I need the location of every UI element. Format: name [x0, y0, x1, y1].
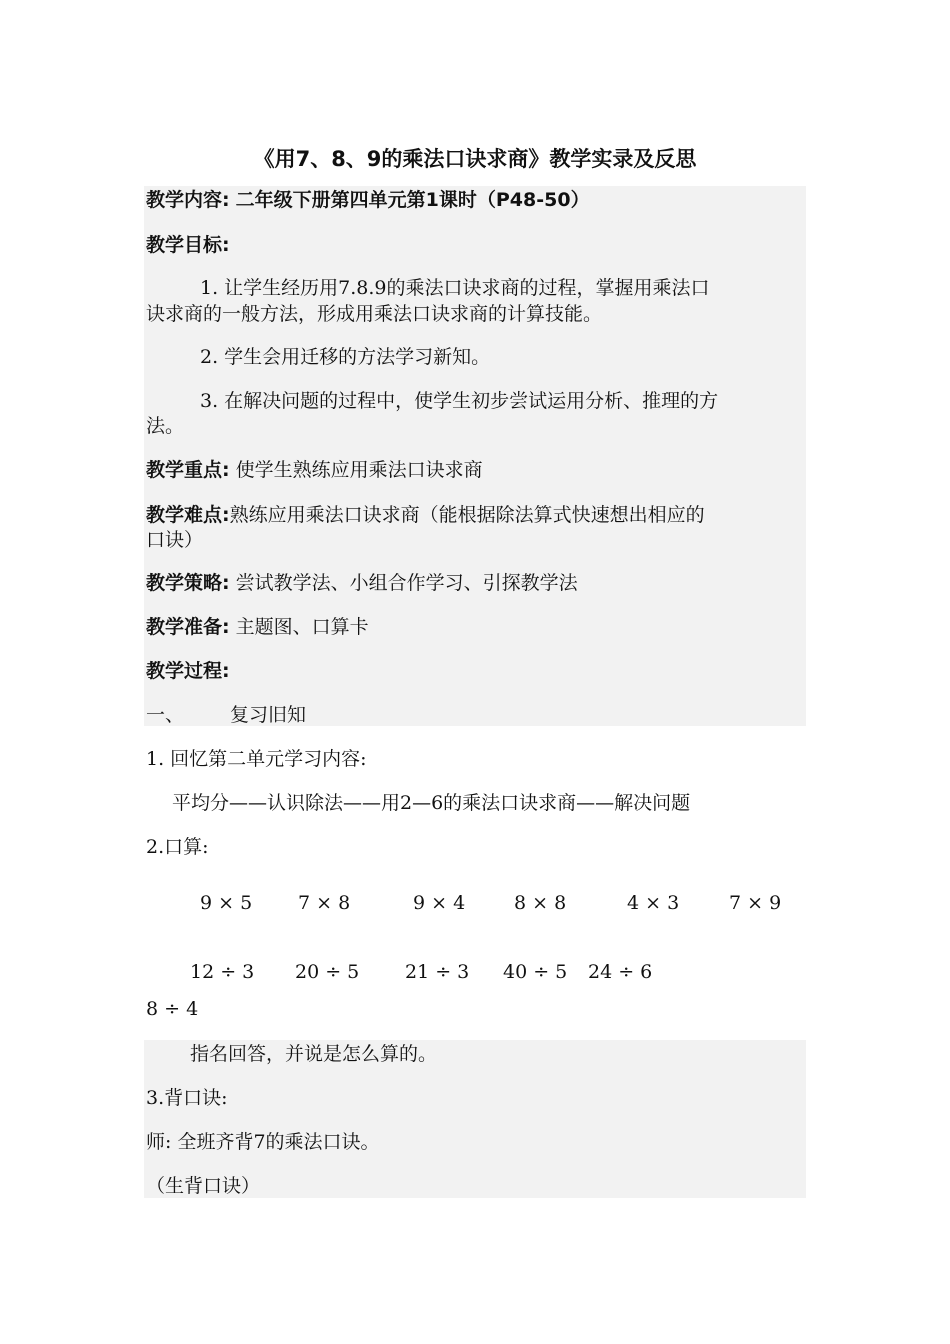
key-point-value: 使学生熟练应用乘法口诀求商 — [235, 459, 483, 481]
page-title: 《用7、8、9的乘法口诀求商》教学实录及反思 — [253, 147, 697, 171]
div-expr: 12 ÷ 3 — [190, 961, 255, 983]
goal-2: 2. 学生会用迁移的方法学习新知。 — [200, 346, 491, 368]
div-expr-extra: 8 ÷ 4 — [146, 998, 199, 1020]
students-line: （生背口诀） — [146, 1175, 261, 1197]
preparation-label: 教学准备: — [146, 616, 230, 638]
mult-expr: 7 × 8 — [298, 892, 351, 914]
shaded-block-top — [144, 186, 806, 726]
goal-3-line-b: 法。 — [146, 415, 185, 437]
section-1-title: 复习旧知 — [230, 704, 307, 726]
goal-1-line-a: 1. 让学生经历用7.8.9的乘法口诀求商的过程，掌握用乘法口 — [200, 277, 710, 299]
div-expr: 24 ÷ 6 — [588, 961, 653, 983]
strategy-value: 尝试教学法、小组合作学习、引探教学法 — [235, 572, 578, 594]
process-label: 教学过程: — [146, 660, 230, 682]
goal-1-line-b: 诀求商的一般方法，形成用乘法口诀求商的计算技能。 — [146, 303, 603, 325]
item-2-note: 指名回答，并说是怎么算的。 — [190, 1043, 438, 1065]
goal-3-line-a: 3. 在解决问题的过程中，使学生初步尝试运用分析、推理的方 — [200, 390, 719, 412]
teacher-line: 师: 全班齐背7的乘法口诀。 — [146, 1131, 380, 1153]
item-1: 1. 回忆第二单元学习内容: — [146, 748, 367, 770]
difficulty-value-a: 熟练应用乘法口诀求商（能根据除法算式快速想出相应的 — [229, 504, 705, 526]
item-3: 3.背口诀: — [146, 1087, 228, 1109]
difficulty-label: 教学难点: — [146, 504, 230, 526]
div-expr: 21 ÷ 3 — [405, 961, 470, 983]
content-value: 二年级下册第四单元第1课时（P48-50） — [235, 189, 590, 211]
content-line — [146, 189, 590, 211]
mult-expr: 7 × 9 — [729, 892, 782, 914]
item-1-detail: 平均分——认识除法——用2—6的乘法口诀求商——解决问题 — [172, 792, 691, 814]
div-expr: 20 ÷ 5 — [295, 961, 360, 983]
preparation-value: 主题图、口算卡 — [235, 616, 369, 638]
difficulty-line-a — [146, 504, 705, 526]
strategy-line — [146, 572, 578, 594]
item-2: 2.口算: — [146, 836, 209, 858]
section-1-number: 一、 — [146, 704, 185, 726]
mult-expr: 9 × 4 — [413, 892, 466, 914]
mult-expr: 4 × 3 — [627, 892, 680, 914]
difficulty-value-b: 口诀） — [146, 529, 204, 551]
mult-expr: 8 × 8 — [514, 892, 567, 914]
strategy-label: 教学策略: — [146, 572, 230, 594]
goals-label: 教学目标: — [146, 234, 230, 256]
mult-expr: 9 × 5 — [200, 892, 253, 914]
preparation-line — [146, 616, 369, 638]
div-expr: 40 ÷ 5 — [503, 961, 568, 983]
content-label: 教学内容: — [146, 189, 230, 211]
key-point-line — [146, 459, 483, 481]
key-point-label: 教学重点: — [146, 459, 230, 481]
